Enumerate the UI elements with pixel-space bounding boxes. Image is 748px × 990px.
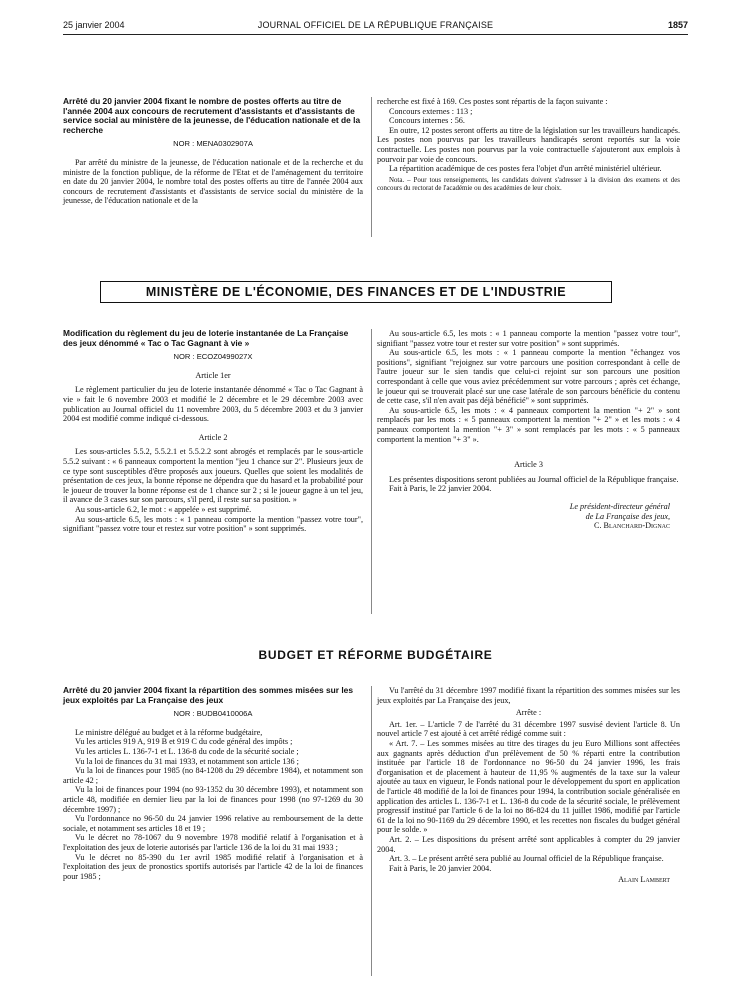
s3-left-column: [63, 686, 363, 881]
s3-paragraph: Vu la loi de finances pour 1994 (no 93-1352 du 30 décembre 1993), et notamment son article 48, modifiée en dernier lieu par la loi de finances pour 1998 (no 97-1269 du 30 décembre 1997) ;: [63, 785, 363, 814]
s2-paragraph: Fait à Paris, le 22 janvier 2004.: [389, 484, 492, 494]
s1-left-column: [63, 97, 363, 206]
header-rule: [63, 34, 688, 35]
s3-paragraph: Vu les articles L. 136-7-1 et L. 136-8 du code de la sécurité sociale ;: [75, 746, 299, 756]
column-divider: [371, 329, 372, 614]
s2-paragraph: Au sous-article 6.5, les mots : « 1 panneau comporte la mention "échangez vos positions", signifiant "rejoignez sur votre parcours une position correspondant à celle de l'autre joueur sur le sien tandis que celui-ci rejoint sur son parcours une position correspondant à celle que vous aviez précédemment sur votre parcours ; après cet échange, le joueur qui se trouverait placé sur une case latérale de son parcours bénéficie du contenu de cette case, s'il n'en avait pas déjà bénéficié" » sont supprimés.: [377, 348, 680, 406]
s3-paragraph: Le ministre délégué au budget et à la réforme budgétaire,: [75, 727, 263, 737]
s2-article-1-heading: Article 1er: [195, 370, 231, 380]
s2-right-column: [377, 329, 680, 531]
s1-paragraph: Concours internes : 56.: [389, 116, 465, 126]
s2-title: Modification du règlement du jeu de loterie instantanée de La Française des jeux dénommé « Tac o Tac Gagnant à vie »: [63, 328, 349, 348]
s1-right-column: [377, 97, 680, 193]
s3-right-column: [377, 686, 680, 885]
ministry-heading: MINISTÈRE DE L'ÉCONOMIE, DES FINANCES ET DE L'INDUSTRIE: [100, 281, 612, 303]
s3-paragraph: Vu la loi de finances pour 1985 (no 84-1208 du 29 décembre 1984), et notamment son article 42 ;: [63, 766, 363, 785]
s2-paragraph: Au sous-article 6.2, le mot : « appelée » est supprimé.: [75, 504, 252, 514]
s2-article-2-heading: Article 2: [198, 432, 228, 442]
s2-left-column: [63, 329, 363, 534]
s3-paragraph: Vu le décret no 78-1067 du 9 novembre 1978 modifié relatif à l'organisation et à l'exploitation des jeux de loterie autorisés par l'article 136 de la loi du 31 mai 1933 ;: [63, 833, 363, 852]
s2-signatory-org: de La Française des jeux,: [585, 511, 670, 521]
s3-paragraph: Art. 2. – Les dispositions du présent arrêté sont applicables à compter du 29 janvier 2004.: [377, 834, 680, 854]
s1-paragraph: recherche est fixé à 169. Ces postes sont répartis de la façon suivante :: [377, 97, 608, 106]
s3-paragraph: Vu l'arrêté du 31 décembre 1997 modifié fixant la répartition des sommes misées sur les jeux exploités par La Française des jeux,: [377, 686, 680, 705]
s1-nor: NOR : MENA0302907A: [173, 139, 253, 149]
s3-paragraph: Vu la loi de finances du 31 mai 1933, et notamment son article 136 ;: [75, 756, 299, 766]
s3-signatory-name: Alain Lambert: [618, 875, 670, 885]
s1-title: Arrêté du 20 janvier 2004 fixant le nombre de postes offerts au titre de l'année 2004 aux concours de recrutement d'assistants et d'assistants de service social au ministère de la jeunesse, de l'éducation nationale et de la recherche: [63, 96, 361, 135]
s2-signatory-name: C. Blanchard-Dignac: [594, 521, 670, 531]
s1-paragraph: En outre, 12 postes seront offerts au titre de la législation sur les travailleurs handicapés. Les postes non pourvus par les travailleurs handicapés seront reportés sur la voie contractuelle. Les postes non pourvus par la voie contractuelle s'ajouteront aux emplois à pourvoir par voie de concours.: [377, 125, 680, 164]
s3-paragraph: « Art. 7. – Les sommes misées au titre des tirages du jeu Euro Millions sont affectées aux gagnants après déduction d'un prélèvement de 50 % réparti entre la contribution instituée par l'article 18 de l'ordonnance no 96-50 du 24 janvier 1996, les frais d'organisation et de placement à hauteur de 11,95 % augmentés de la taxe sur la valeur ajoutée au taux en vigueur, le Fonds national pour le développement du sport en application de l'article 48 modifié de la loi de finances pour 1994, la contribution sociale généralisée en application des articles L. 136-7-1 et L. 136-8 du code de la sécurité sociale, le prélèvement progressif institué par l'article 6 de la loi no 86-824 du 11 juillet 1986, modifié par l'article 61 de la loi no 90-1169 du 29 décembre 1990, et les recettes non fiscales du budget général pour le solde. »: [377, 738, 680, 835]
s3-paragraph: Art. 1er. – L'article 7 de l'arrêté du 31 décembre 1997 susvisé devient l'article 8. Un nouvel article 7 est ajouté à cet arrêté rédigé comme suit :: [377, 719, 680, 739]
s3-arrete-heading: Arrête :: [515, 708, 542, 718]
s2-paragraph: Au sous-article 6.5, les mots : « 1 panneau comporte la mention "passez votre tour", signifiant "passez votre tour et rester sur votre position" » sont supprimés.: [377, 329, 680, 348]
page-header: [63, 20, 688, 34]
s2-signatory-title: Le président-directeur général: [569, 501, 670, 511]
budget-heading: BUDGET ET RÉFORME BUDGÉTAIRE: [258, 648, 493, 662]
s3-paragraph: Vu les articles 919 A, 919 B et 919 C du code général des impôts ;: [75, 737, 293, 747]
header-journal-title: JOURNAL OFFICIEL DE LA RÉPUBLIQUE FRANÇAISE: [257, 20, 494, 30]
s1-note: Nota. – Pour tous renseignements, les candidats doivent s'adresser à la division des examens et des concours du rectorat de l'académie ou des académies de leur choix.: [377, 176, 680, 192]
s3-paragraph: Art. 3. – Le présent arrêté sera publié au Journal officiel de la République française.: [389, 854, 664, 864]
header-page-number: 1857: [667, 20, 688, 30]
header-date: 25 janvier 2004: [63, 20, 125, 30]
s3-paragraph: Vu l'ordonnance no 96-50 du 24 janvier 1996 relative au remboursement de la dette sociale, et notamment ses articles 18 et 19 ;: [63, 814, 363, 833]
s2-paragraph: Le règlement particulier du jeu de loterie instantanée dénommé « Tac o Tac Gagnant à vie » fait le 6 novembre 2003 et modifié le 2 décembre et le 29 décembre 2003 avec publication au Journal officiel du 11 novembre 2003, du 5 décembre 2003 et du 3 janvier 2004 est modifié comme indiqué ci-dessous.: [63, 385, 363, 424]
s3-title: Arrêté du 20 janvier 2004 fixant la répartition des sommes misées sur les jeux exploités par La Française des jeux: [63, 685, 354, 705]
s2-paragraph: Au sous-article 6.5, les mots : « 1 panneau comporte la mention "passez votre tour", signifiant "passez votre tour et restez sur votre position" » sont supprimés.: [63, 514, 363, 534]
column-divider: [371, 97, 372, 237]
s1-paragraph: La répartition académique de ces postes fera l'objet d'un arrêté ministériel ultérieur.: [389, 164, 662, 174]
s2-paragraph: Les présentes dispositions seront publiées au Journal officiel de la République française.: [389, 474, 679, 484]
column-divider: [371, 686, 372, 976]
s2-paragraph: Au sous-article 6.5, les mots : « 4 panneaux comportent la mention "+ 2" » sont remplacés par les mots : « 5 panneaux comportent la mention "+ 2" » et les mots : « 4 panneaux comportent la mention "+ 3" » sont remplacés par les mots : « 5 panneaux comportent la mention "+ 3" ».: [377, 405, 680, 444]
s2-article-3-heading: Article 3: [514, 460, 543, 470]
s1-paragraph: Par arrêté du ministre de la jeunesse, de l'éducation nationale et de la recherche et du ministre de la fonction publique, de la réforme de l'Etat et de l'aménagement du territoire en date du 20 janvier 2004, le nombre total des postes offerts au titre de l'année 2004 aux concours de recrutement d'assistants et d'assistants de service social du ministère de la jeunesse, de l'éducation nationale et de la: [63, 157, 363, 206]
s1-paragraph: Concours externes : 113 ;: [389, 106, 473, 116]
s3-paragraph: Vu le décret no 85-390 du 1er avril 1985 modifié relatif à l'organisation et à l'exploitation des jeux de pronostics sportifs autorisés par l'article 42 de la loi de finances pour 1985 ;: [63, 852, 363, 881]
s3-paragraph: Fait à Paris, le 20 janvier 2004.: [389, 863, 492, 873]
s2-paragraph: Les sous-articles 5.5.2, 5.5.2.1 et 5.5.2.2 sont abrogés et remplacés par le sous-article 5.5.2 suivant : « 6 panneaux comportent la mention "jeu 1 chance sur 2". Plusieurs jeux de ce type sont susceptibles d'être proposés aux joueurs. Quelles que soient les modalités de présentation de ces jeux, la bonne réponse ne dépendra que du hasard et la probabilité pour le joueur de trouver la bonne réponse est de 1 chance sur 2 ; si le joueur gagne à un tel jeu, il avance de 3 cases sur son parcours, s'il perd, il reste sur sa position. »: [63, 447, 363, 505]
s3-nor: NOR : BUDB0410006A: [173, 709, 253, 719]
s2-nor: NOR : ECOZ0499027X: [173, 352, 253, 362]
